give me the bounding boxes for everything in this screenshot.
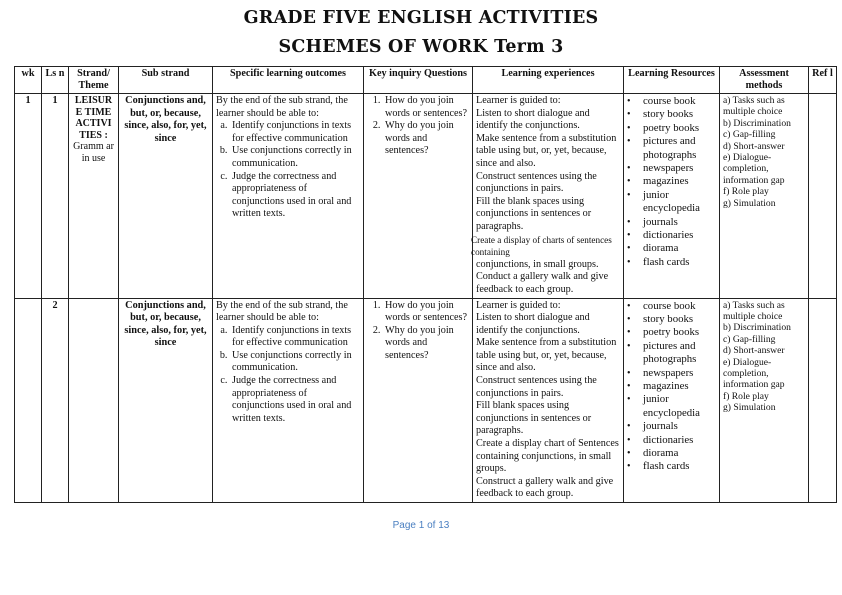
- resource-item: • dictionaries: [627, 434, 716, 447]
- resource-item: • newspapers: [627, 162, 716, 175]
- page-number: Page 1 of 13: [392, 520, 450, 531]
- assessment-item: b) Discrimination: [723, 322, 791, 334]
- experience-item: Fill blank spaces using conjunctions in sentences or paragraphs.: [476, 400, 592, 437]
- strand-subtopic: Gramm ar in use: [73, 141, 114, 164]
- experience-item: Learner is guided to:: [476, 299, 561, 311]
- header-cell: Learning Resources: [624, 67, 720, 94]
- assessment-cell: [720, 298, 809, 503]
- resource-item: • magazines: [627, 380, 716, 393]
- assessment-item: a) Tasks such as multiple choice: [723, 299, 785, 322]
- questions-cell: [364, 298, 473, 503]
- assessment-item: g) Simulation: [723, 197, 776, 209]
- lesson-cell: 1: [42, 94, 69, 299]
- resource-item: • junior encyclopedia: [627, 189, 716, 216]
- resource-item: • poetry books: [627, 326, 716, 339]
- outcome-item: c. Judge the correctness and appropriateness of conjunctions used in oral and written texts.: [230, 375, 360, 425]
- assessment-item: e) Dialogue-completion, information gap: [723, 356, 785, 391]
- resource-item: • newspapers: [627, 367, 716, 380]
- resource-item: • flash cards: [627, 460, 716, 473]
- experience-item: Listen to short dialogue and identify the conjunctions.: [476, 107, 590, 132]
- resource-item: • pictures and photographs: [627, 135, 716, 162]
- header-cell: Specific learning outcomes: [213, 67, 364, 94]
- assessment-item: e) Dialogue-completion, information gap: [723, 152, 785, 186]
- experience-item: Listen to short dialogue and identify the conjunctions.: [476, 312, 590, 336]
- resource-item: • course book: [627, 95, 716, 108]
- outcome-item: b. Use conjunctions correctly in communication.: [230, 145, 360, 170]
- resource-item: • magazines: [627, 175, 716, 188]
- experience-item: Create a display chart of Sentences containing conjunctions, in small groups.: [476, 438, 619, 475]
- experience-item: Make sentence from a substitution table using but, or, yet, because, since and also.: [476, 337, 617, 374]
- outcomes-cell: [213, 94, 364, 299]
- assessment-item: c) Gap-filling: [723, 129, 776, 141]
- table-header-row: [15, 67, 837, 94]
- assessment-item: b) Discrimination: [723, 117, 791, 129]
- question-item: 1. How do you join words or sentences?: [383, 300, 469, 325]
- outcome-item: a. Identify conjunctions in texts for effective communication: [230, 325, 360, 350]
- questions-cell: [364, 94, 473, 299]
- resource-item: • pictures and photographs: [627, 340, 716, 367]
- outcome-item: b. Use conjunctions correctly in communication.: [230, 350, 360, 375]
- week-cell: 1: [15, 94, 42, 299]
- assessment-item: f) Role play: [723, 390, 769, 402]
- strand-cell: [69, 298, 119, 503]
- strand-theme: LEISUR E TIME ACTIVI TIES :: [74, 95, 113, 141]
- experience-item: Conduct a gallery walk and give feedback to each group.: [476, 271, 609, 295]
- resource-item: • diorama: [627, 447, 716, 460]
- sub-strand-cell: Conjunctions and, but, or, because, since, also, for, yet, since: [119, 298, 213, 503]
- experiences-cell: [473, 298, 624, 503]
- question-item: 2. Why do you join words and sentences?: [383, 120, 469, 158]
- lesson-cell: 2: [42, 298, 69, 503]
- header-cell: Ls n: [42, 67, 69, 94]
- assessment-item: d) Short-answer: [723, 345, 785, 357]
- assessment-item: f) Role play: [723, 186, 769, 198]
- header-cell: Sub strand: [119, 67, 213, 94]
- assessment-item: a) Tasks such as multiple choice: [723, 95, 785, 118]
- reflection-cell: [809, 298, 837, 503]
- experience-item: Make sentence from a substitution table using but, or, yet, because, since and also.: [476, 132, 617, 169]
- experience-item: Construct sentences using the conjunctions in pairs.: [476, 170, 597, 195]
- header-cell: Key inquiry Questions: [364, 67, 473, 94]
- resource-item: • story books: [627, 313, 716, 326]
- assessment-cell: [720, 94, 809, 299]
- header-cell: Ref l: [809, 67, 837, 94]
- resource-item: • junior encyclopedia: [627, 393, 716, 420]
- header-cell: Strand/ Theme: [69, 67, 119, 94]
- resource-item: • story books: [627, 108, 716, 121]
- reflection-cell: [809, 94, 837, 299]
- experience-item: Learner is guided to:: [476, 95, 561, 106]
- document-title: GRADE FIVE ENGLISH ACTIVITIES: [243, 8, 599, 28]
- resource-item: • journals: [627, 216, 716, 229]
- header-cell: Assessment methods: [720, 67, 809, 94]
- outcomes-intro: By the end of the sub strand, the learner should be able to:: [216, 95, 348, 119]
- resource-item: • flash cards: [627, 256, 716, 269]
- outcomes-cell: [213, 298, 364, 503]
- week-cell: [15, 298, 42, 503]
- resource-item: • poetry books: [627, 122, 716, 135]
- resources-cell: [624, 94, 720, 299]
- resources-cell: [624, 298, 720, 503]
- sub-strand-cell: Conjunctions and, but, or, because, since, also, for, yet, since: [119, 94, 213, 299]
- resource-item: • diorama: [627, 242, 716, 255]
- experience-item: conjunctions, in small groups.: [476, 258, 599, 270]
- resource-item: • journals: [627, 420, 716, 433]
- document-subtitle: SCHEMES OF WORK Term 3: [278, 37, 564, 57]
- experience-item: Create a display of charts of sentences containing: [471, 234, 612, 258]
- experience-item: Fill the blank spaces using conjunctions in sentences or paragraphs.: [476, 195, 592, 232]
- resource-item: • course book: [627, 300, 716, 313]
- experiences-cell: [473, 94, 624, 299]
- assessment-item: c) Gap-filling: [723, 333, 776, 345]
- assessment-item: d) Short-answer: [723, 140, 785, 152]
- scheme-table: [14, 66, 837, 503]
- question-item: 2. Why do you join words and sentences?: [383, 325, 469, 363]
- outcome-item: a. Identify conjunctions in texts for effective communication: [230, 120, 360, 145]
- table-row: [15, 94, 837, 299]
- header-cell: wk: [15, 67, 42, 94]
- outcome-item: c. Judge the correctness and appropriateness of conjunctions used in oral and written texts.: [230, 171, 360, 221]
- resource-item: • dictionaries: [627, 229, 716, 242]
- question-item: 1. How do you join words or sentences?: [383, 95, 469, 120]
- table-row: [15, 298, 837, 503]
- strand-cell: [69, 94, 119, 299]
- outcomes-intro: By the end of the sub strand, the learner should be able to:: [216, 299, 348, 324]
- assessment-item: g) Simulation: [723, 402, 776, 414]
- header-cell: Learning experiences: [473, 67, 624, 94]
- experience-item: Construct sentences using the conjunctions in pairs.: [476, 375, 597, 399]
- experience-item: Construct a gallery walk and give feedback to each group.: [476, 475, 614, 500]
